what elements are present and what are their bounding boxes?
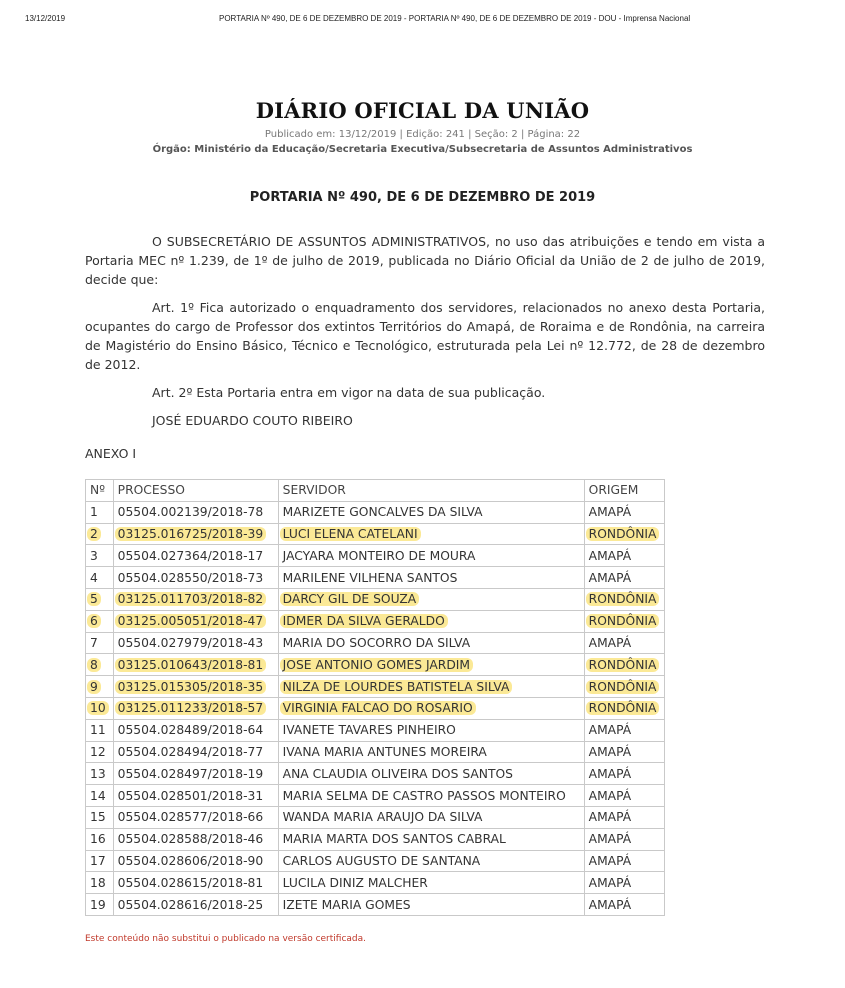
row-origem: AMAPÁ bbox=[588, 635, 632, 650]
table-row bbox=[86, 741, 665, 763]
row-processo-cell bbox=[113, 806, 278, 828]
row-processo-cell bbox=[113, 828, 278, 850]
row-servidor-cell bbox=[278, 785, 584, 807]
table-row bbox=[86, 632, 665, 654]
row-servidor-cell bbox=[278, 806, 584, 828]
row-number-cell bbox=[86, 894, 114, 916]
row-processo-cell bbox=[113, 632, 278, 654]
row-servidor: NILZA DE LOURDES BATISTELA SILVA bbox=[280, 680, 513, 694]
row-processo-cell bbox=[113, 545, 278, 567]
row-origem-cell bbox=[584, 719, 664, 741]
orgao-line bbox=[0, 144, 845, 155]
row-number: 18 bbox=[90, 875, 106, 890]
annex-table-body bbox=[86, 501, 665, 915]
row-processo-cell bbox=[113, 523, 278, 545]
row-origem-cell bbox=[584, 763, 664, 785]
row-processo-cell bbox=[113, 501, 278, 523]
row-processo: 03125.010643/2018-81 bbox=[115, 658, 267, 672]
row-processo-cell bbox=[113, 588, 278, 610]
row-servidor-cell bbox=[278, 588, 584, 610]
row-processo: 05504.028497/2018-19 bbox=[117, 766, 264, 781]
row-origem: RONDÔNIA bbox=[586, 527, 660, 541]
row-number-cell bbox=[86, 654, 114, 676]
row-number: 3 bbox=[90, 548, 98, 563]
row-servidor-cell bbox=[278, 850, 584, 872]
row-number: 19 bbox=[90, 897, 106, 912]
row-servidor-cell bbox=[278, 828, 584, 850]
row-processo-cell bbox=[113, 763, 278, 785]
row-servidor: DARCY GIL DE SOUZA bbox=[280, 592, 420, 606]
row-origem-cell bbox=[584, 872, 664, 894]
row-origem: RONDÔNIA bbox=[586, 592, 660, 606]
table-row bbox=[86, 806, 665, 828]
row-processo: 05504.027364/2018-17 bbox=[117, 548, 264, 563]
row-processo: 05504.028489/2018-64 bbox=[117, 723, 264, 738]
header-number: Nº bbox=[86, 480, 114, 502]
table-row bbox=[86, 828, 665, 850]
table-row bbox=[86, 545, 665, 567]
article-1-paragraph: Art. 1º Fica autorizado o enquadramento dos servidores, relacionados no anexo desta Portaria, ocupantes do cargo de Professor dos extintos Territórios do Amapá, de Roraima e de Rondônia, na carreira de Magistério do Ensino Básico, Técnico e Tecnológico, estruturada pela Lei nº 12.772, de 28 de dezembro de 2012. bbox=[85, 300, 765, 372]
header-origem: ORIGEM bbox=[584, 480, 664, 502]
preamble-paragraph: O SUBSECRETÁRIO DE ASSUNTOS ADMINISTRATIVOS, no uso das atribuições e tendo em vista a Portaria MEC nº 1.239, de 1º de julho de 2019, publicada no Diário Oficial da União de 2 de julho de 2019, decide que: bbox=[85, 234, 765, 287]
article-2-paragraph: Art. 2º Esta Portaria entra em vigor na data de sua publicação. bbox=[152, 385, 546, 400]
row-number-cell bbox=[86, 741, 114, 763]
row-origem-cell bbox=[584, 501, 664, 523]
row-processo-cell bbox=[113, 872, 278, 894]
row-origem-cell bbox=[584, 545, 664, 567]
row-servidor: MARIA SELMA DE CASTRO PASSOS MONTEIRO bbox=[282, 788, 566, 803]
row-processo: 05504.028616/2018-25 bbox=[117, 897, 264, 912]
row-number: 13 bbox=[90, 766, 106, 781]
row-servidor: IVANA MARIA ANTUNES MOREIRA bbox=[282, 744, 487, 759]
row-origem-cell bbox=[584, 567, 664, 589]
row-number-cell bbox=[86, 785, 114, 807]
row-number-cell bbox=[86, 588, 114, 610]
row-number: 12 bbox=[90, 744, 106, 759]
row-origem: AMAPÁ bbox=[588, 853, 632, 868]
table-row bbox=[86, 610, 665, 632]
row-servidor-cell bbox=[278, 741, 584, 763]
row-origem: AMAPÁ bbox=[588, 875, 632, 890]
row-number: 11 bbox=[90, 723, 106, 738]
row-servidor-cell bbox=[278, 567, 584, 589]
row-number-cell bbox=[86, 523, 114, 545]
row-servidor-cell bbox=[278, 719, 584, 741]
row-number: 9 bbox=[87, 680, 101, 694]
table-row bbox=[86, 697, 665, 719]
row-servidor: JACYARA MONTEIRO DE MOURA bbox=[282, 548, 476, 563]
row-number-cell bbox=[86, 610, 114, 632]
table-header-row bbox=[86, 480, 665, 502]
row-origem-cell bbox=[584, 610, 664, 632]
row-processo: 03125.015305/2018-35 bbox=[115, 680, 267, 694]
row-processo-cell bbox=[113, 719, 278, 741]
row-origem: AMAPÁ bbox=[588, 788, 632, 803]
table-row bbox=[86, 763, 665, 785]
row-number: 1 bbox=[90, 505, 98, 520]
row-servidor: LUCILA DINIZ MALCHER bbox=[282, 875, 428, 890]
portaria-title: PORTARIA Nº 490, DE 6 DE DEZEMBRO DE 2019 bbox=[249, 190, 596, 205]
row-origem-cell bbox=[584, 654, 664, 676]
row-servidor-cell bbox=[278, 610, 584, 632]
row-processo: 05504.028588/2018-46 bbox=[117, 832, 264, 847]
row-origem: AMAPÁ bbox=[588, 832, 632, 847]
row-number: 6 bbox=[87, 614, 101, 628]
table-row bbox=[86, 719, 665, 741]
row-origem: AMAPÁ bbox=[588, 570, 632, 585]
row-processo: 03125.011233/2018-57 bbox=[115, 701, 267, 715]
row-origem-cell bbox=[584, 894, 664, 916]
row-number-cell bbox=[86, 763, 114, 785]
row-origem: AMAPÁ bbox=[588, 766, 632, 781]
row-number-cell bbox=[86, 545, 114, 567]
row-origem: RONDÔNIA bbox=[586, 614, 660, 628]
row-number-cell bbox=[86, 828, 114, 850]
row-origem: AMAPÁ bbox=[588, 897, 632, 912]
row-number: 8 bbox=[87, 658, 101, 672]
disclaimer: Este conteúdo não substitui o publicado na versão certificada. bbox=[85, 934, 367, 944]
table-row bbox=[86, 567, 665, 589]
row-origem: AMAPÁ bbox=[588, 744, 632, 759]
print-date: 13/12/2019 bbox=[25, 14, 66, 23]
row-processo: 05504.028550/2018-73 bbox=[117, 570, 264, 585]
masthead bbox=[0, 98, 845, 155]
row-processo: 05504.002139/2018-78 bbox=[117, 505, 264, 520]
row-number: 15 bbox=[90, 810, 106, 825]
row-processo-cell bbox=[113, 697, 278, 719]
table-row bbox=[86, 676, 665, 698]
row-number-cell bbox=[86, 806, 114, 828]
row-origem-cell bbox=[584, 676, 664, 698]
row-number-cell bbox=[86, 719, 114, 741]
publication-title: DIÁRIO OFICIAL DA UNIÃO bbox=[255, 98, 590, 123]
signature: JOSÉ EDUARDO COUTO RIBEIRO bbox=[152, 413, 353, 428]
row-origem-cell bbox=[584, 697, 664, 719]
row-servidor-cell bbox=[278, 545, 584, 567]
row-servidor: MARIA DO SOCORRO DA SILVA bbox=[282, 635, 471, 650]
table-row bbox=[86, 894, 665, 916]
row-origem-cell bbox=[584, 588, 664, 610]
row-number: 4 bbox=[90, 570, 98, 585]
row-servidor: MARILENE VILHENA SANTOS bbox=[282, 570, 458, 585]
header-processo: PROCESSO bbox=[113, 480, 278, 502]
table-row bbox=[86, 872, 665, 894]
row-servidor: IDMER DA SILVA GERALDO bbox=[280, 614, 448, 628]
row-number: 2 bbox=[87, 527, 101, 541]
table-row bbox=[86, 850, 665, 872]
row-processo: 05504.028577/2018-66 bbox=[117, 810, 264, 825]
row-number-cell bbox=[86, 501, 114, 523]
row-servidor-cell bbox=[278, 501, 584, 523]
row-servidor-cell bbox=[278, 894, 584, 916]
row-servidor: LUCI ELENA CATELANI bbox=[280, 527, 421, 541]
table-row bbox=[86, 654, 665, 676]
row-servidor-cell bbox=[278, 654, 584, 676]
row-processo: 03125.011703/2018-82 bbox=[115, 592, 267, 606]
row-servidor-cell bbox=[278, 697, 584, 719]
row-processo-cell bbox=[113, 850, 278, 872]
row-number: 10 bbox=[87, 701, 109, 715]
header-servidor: SERVIDOR bbox=[278, 480, 584, 502]
row-origem: AMAPÁ bbox=[588, 548, 632, 563]
row-origem: AMAPÁ bbox=[588, 810, 632, 825]
row-number: 16 bbox=[90, 832, 106, 847]
row-processo: 05504.028615/2018-81 bbox=[117, 875, 264, 890]
row-servidor-cell bbox=[278, 523, 584, 545]
orgao-label: Órgão: bbox=[152, 144, 191, 155]
row-number-cell bbox=[86, 567, 114, 589]
row-processo: 05504.028494/2018-77 bbox=[117, 744, 264, 759]
row-processo: 05504.027979/2018-43 bbox=[117, 635, 264, 650]
row-number-cell bbox=[86, 632, 114, 654]
row-number: 5 bbox=[87, 592, 101, 606]
row-number: 17 bbox=[90, 853, 106, 868]
annex-table bbox=[85, 479, 665, 916]
row-servidor: MARIA MARTA DOS SANTOS CABRAL bbox=[282, 832, 506, 847]
row-servidor: WANDA MARIA ARAUJO DA SILVA bbox=[282, 810, 483, 825]
row-processo: 03125.016725/2018-39 bbox=[115, 527, 267, 541]
row-number-cell bbox=[86, 697, 114, 719]
row-origem-cell bbox=[584, 850, 664, 872]
row-servidor: CARLOS AUGUSTO DE SANTANA bbox=[282, 853, 481, 868]
row-origem-cell bbox=[584, 741, 664, 763]
row-servidor-cell bbox=[278, 763, 584, 785]
row-servidor: MARIZETE GONCALVES DA SILVA bbox=[282, 505, 483, 520]
row-processo-cell bbox=[113, 567, 278, 589]
row-number-cell bbox=[86, 676, 114, 698]
row-processo-cell bbox=[113, 676, 278, 698]
table-row bbox=[86, 588, 665, 610]
table-row bbox=[86, 785, 665, 807]
row-origem-cell bbox=[584, 523, 664, 545]
row-number: 14 bbox=[90, 788, 106, 803]
table-row bbox=[86, 501, 665, 523]
row-servidor-cell bbox=[278, 872, 584, 894]
print-title: PORTARIA Nº 490, DE 6 DE DEZEMBRO DE 2019 - PORTARIA Nº 490, DE 6 DE DEZEMBRO DE 2019 - DOU - Imprensa Nacional bbox=[219, 14, 691, 23]
row-servidor: JOSE ANTONIO GOMES JARDIM bbox=[280, 658, 473, 672]
row-origem: RONDÔNIA bbox=[586, 680, 660, 694]
row-number-cell bbox=[86, 850, 114, 872]
annex-label: ANEXO I bbox=[85, 446, 137, 461]
row-servidor: IVANETE TAVARES PINHEIRO bbox=[282, 723, 456, 738]
row-processo-cell bbox=[113, 894, 278, 916]
table-row bbox=[86, 523, 665, 545]
row-origem-cell bbox=[584, 806, 664, 828]
row-processo: 05504.028501/2018-31 bbox=[117, 788, 264, 803]
row-origem: RONDÔNIA bbox=[586, 658, 660, 672]
row-servidor: VIRGINIA FALCAO DO ROSARIO bbox=[280, 701, 476, 715]
row-origem-cell bbox=[584, 828, 664, 850]
row-number: 7 bbox=[90, 635, 98, 650]
row-number-cell bbox=[86, 872, 114, 894]
row-servidor: ANA CLAUDIA OLIVEIRA DOS SANTOS bbox=[282, 766, 513, 781]
row-servidor: IZETE MARIA GOMES bbox=[282, 897, 411, 912]
row-origem: AMAPÁ bbox=[588, 505, 632, 520]
row-processo: 03125.005051/2018-47 bbox=[115, 614, 267, 628]
row-processo: 05504.028606/2018-90 bbox=[117, 853, 264, 868]
orgao-value: Ministério da Educação/Secretaria Executiva/Subsecretaria de Assuntos Administrativos bbox=[194, 144, 693, 155]
row-origem: RONDÔNIA bbox=[586, 701, 660, 715]
publication-meta: Publicado em: 13/12/2019 | Edição: 241 | Seção: 2 | Página: 22 bbox=[264, 129, 581, 140]
row-origem-cell bbox=[584, 785, 664, 807]
row-origem: AMAPÁ bbox=[588, 723, 632, 738]
row-processo-cell bbox=[113, 741, 278, 763]
row-servidor-cell bbox=[278, 632, 584, 654]
row-servidor-cell bbox=[278, 676, 584, 698]
row-origem-cell bbox=[584, 632, 664, 654]
row-processo-cell bbox=[113, 654, 278, 676]
row-processo-cell bbox=[113, 610, 278, 632]
row-processo-cell bbox=[113, 785, 278, 807]
portaria-body bbox=[85, 232, 765, 439]
